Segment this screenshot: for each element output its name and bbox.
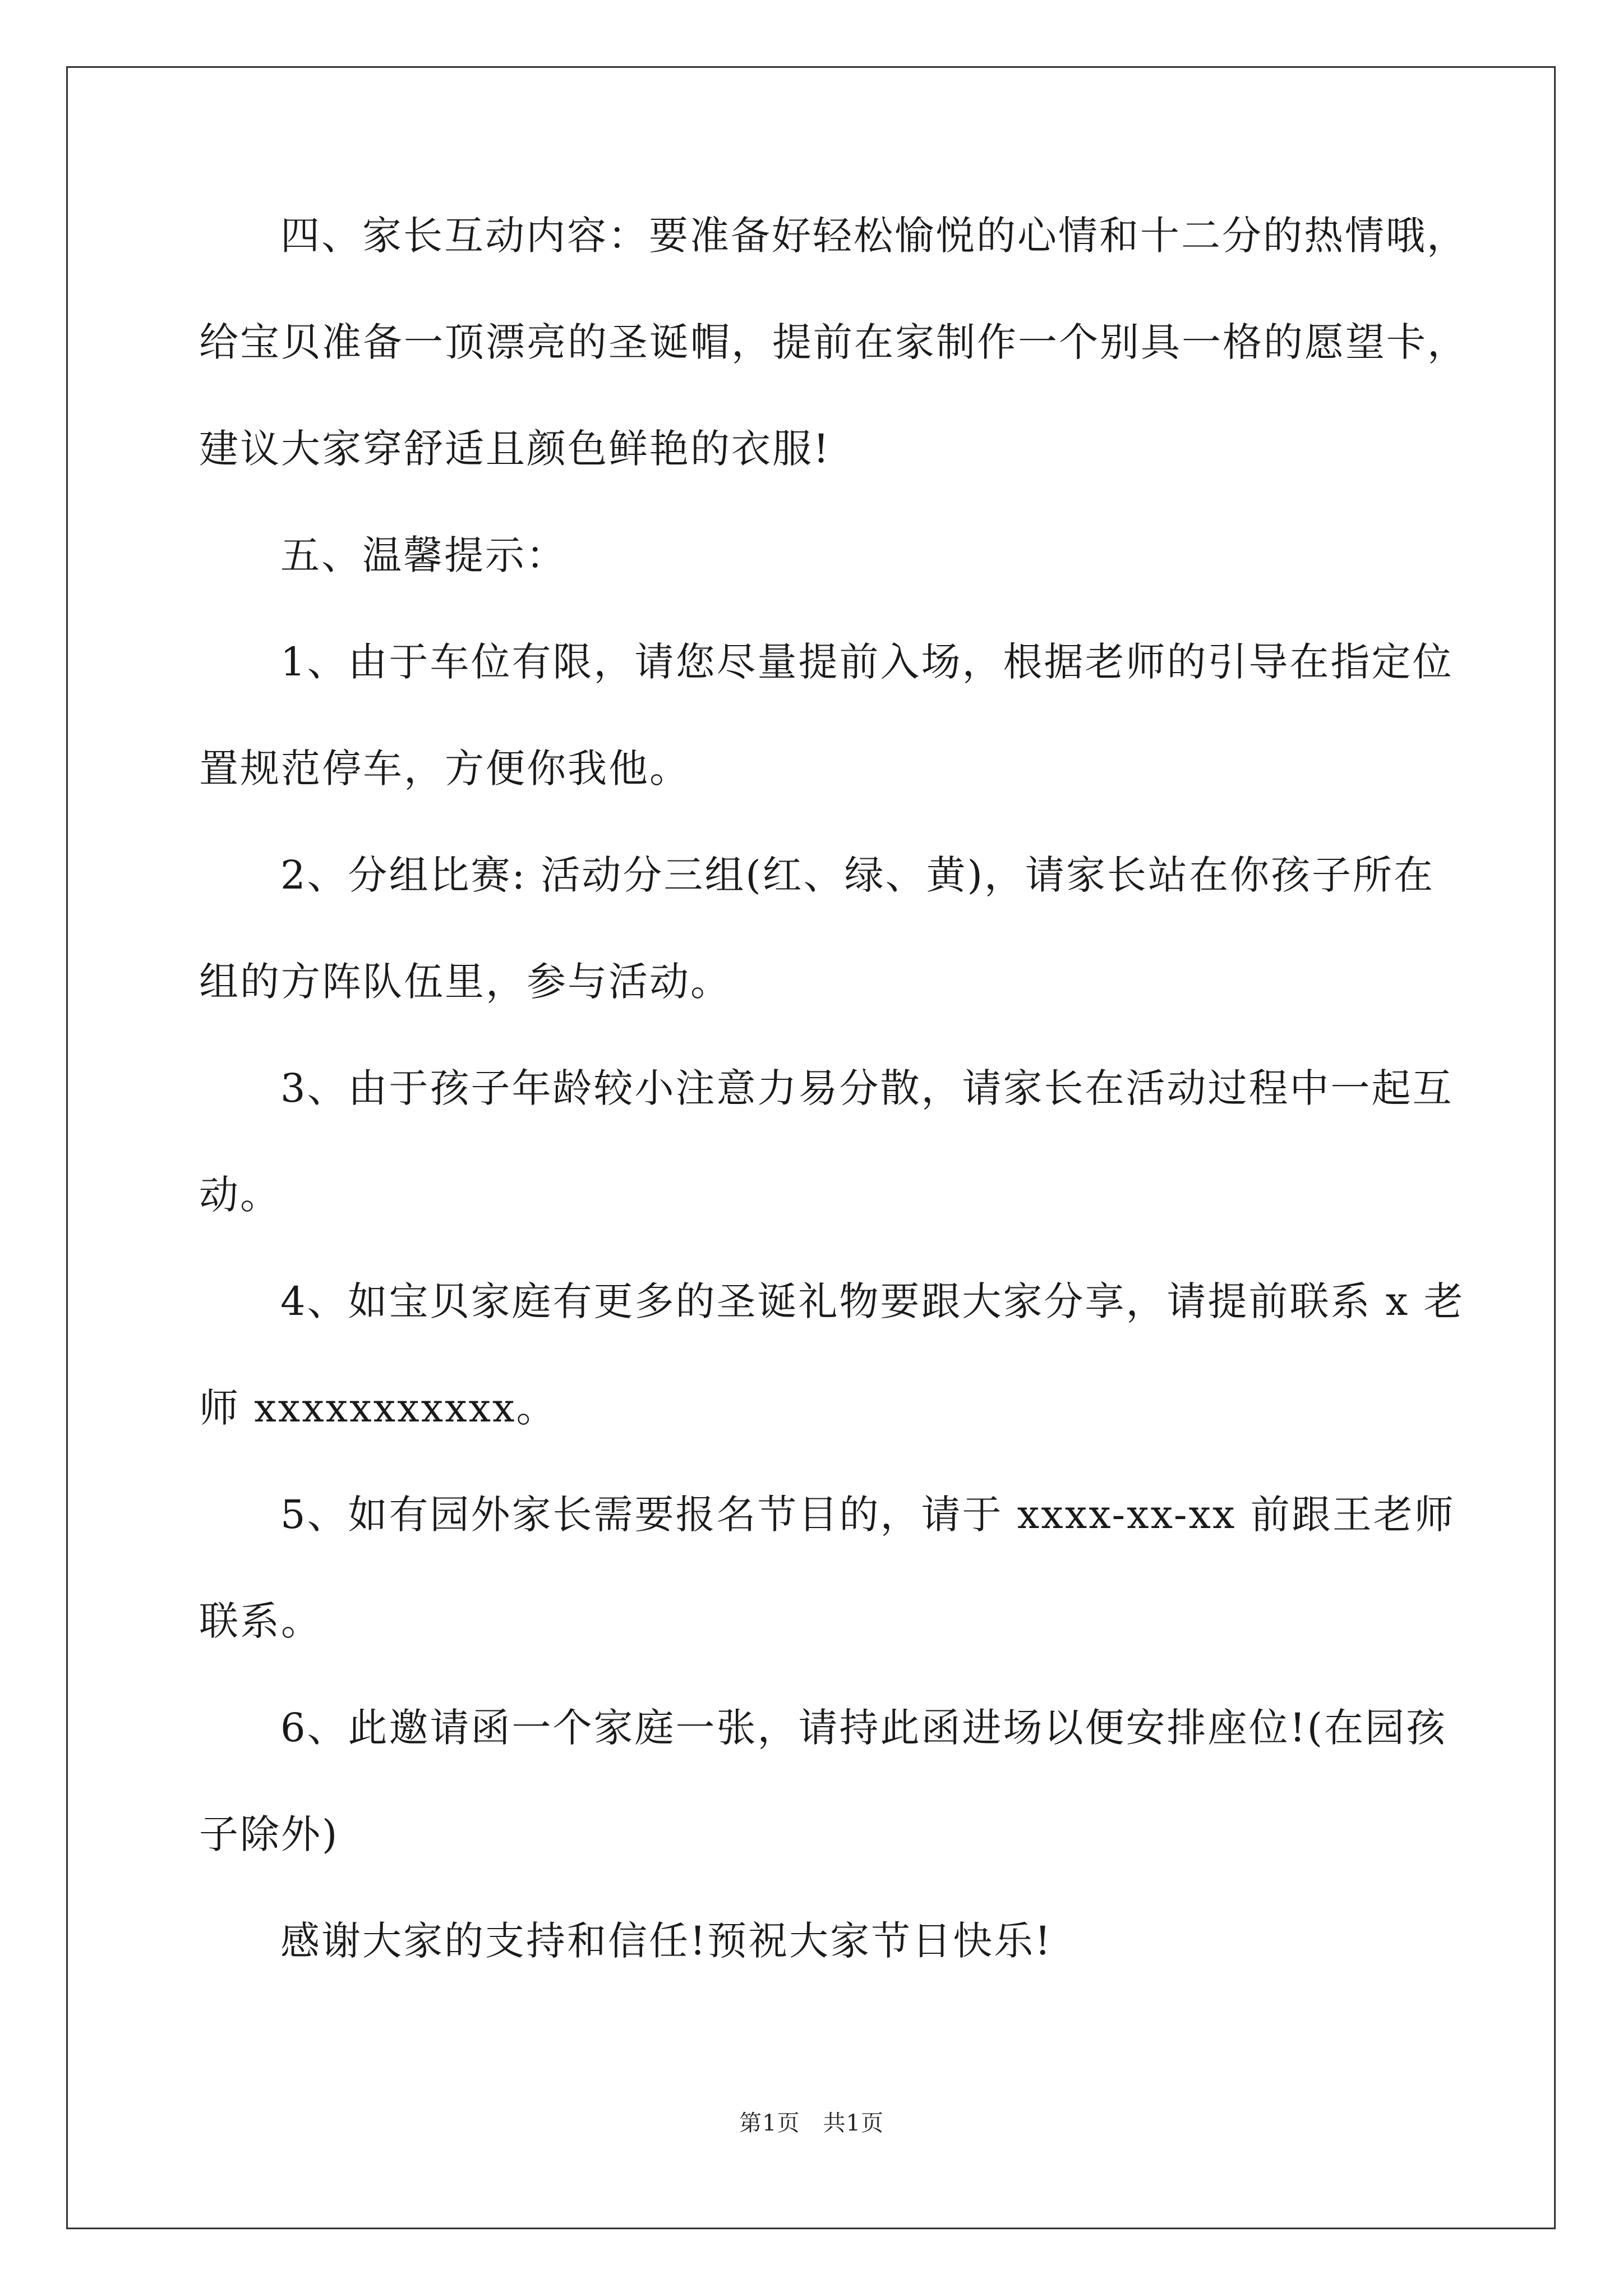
list-item-line: 联系。 [199,1598,322,1644]
page-number-footer: 第1页 共1页 [739,2110,884,2136]
paragraph-line: 给宝贝准备一顶漂亮的圣诞帽，提前在家制作一个别具一格的愿望卡， [199,319,1468,365]
list-item-line: 5、如有园外家长需要报名节目的，请于 xxxx-xx-xx 前跟王老师 [280,1492,1455,1538]
list-item-line: 置规范停车，方便你我他。 [199,746,690,792]
list-item-line: 4、如宝贝家庭有更多的圣诞礼物要跟大家分享，请提前联系 x 老 [280,1278,1465,1324]
list-item-line: 师 xxxxxxxxxxx。 [199,1385,557,1431]
list-item-line: 组的方阵队伍里，参与活动。 [199,959,731,1005]
list-item-line: 3、由于孩子年龄较小注意力易分散，请家长在活动过程中一起互 [280,1065,1454,1111]
list-item-line: 2、分组比赛: 活动分三组(红、绿、黄)，请家长站在你孩子所在 [280,852,1435,898]
list-item-line: 动。 [199,1172,281,1218]
paragraph-line: 四、家长互动内容：要准备好轻松愉悦的心情和十二分的热情哦， [280,213,1468,259]
closing-line: 感谢大家的支持和信任!预祝大家节日快乐! [280,1918,1053,1964]
list-item-line: 子除外) [199,1811,339,1857]
page-border [66,66,1556,2229]
list-item-line: 6、此邀请函一个家庭一张，请持此函进场以便安排座位!(在园孩 [280,1705,1447,1751]
paragraph-line: 建议大家穿舒适且颜色鲜艳的衣服! [199,426,831,472]
list-item-line: 1、由于车位有限，请您尽量提前入场，根据老师的引导在指定位 [280,639,1454,685]
section-heading: 五、温馨提示： [280,532,567,578]
